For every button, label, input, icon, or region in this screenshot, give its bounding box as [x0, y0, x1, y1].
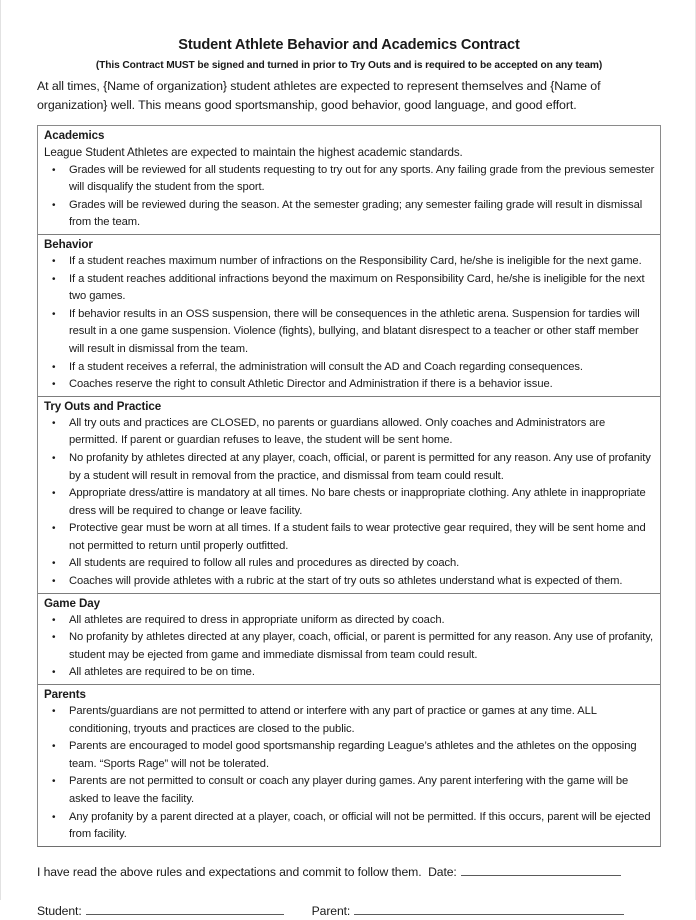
bullet-item: • Appropriate dress/attire is mandatory at all times. No bare chests or inappropriate clothing. Any athlete in inappropriate dress will be required to change or leave facility.: [43, 485, 655, 520]
commitment-row: [37, 863, 661, 881]
rules-section: [38, 685, 660, 846]
bullet-item: • All athletes are required to be on time.: [43, 664, 655, 682]
page-title: Student Athlete Behavior and Academics Contract: [178, 37, 520, 53]
section-bullet-list: [43, 415, 655, 591]
section-title: Parents: [44, 688, 86, 702]
section-title: Game Day: [44, 596, 100, 610]
bullet-item: • All students are required to follow all rules and procedures as directed by coach.: [43, 555, 655, 573]
bullet-item: • If a student reaches additional infractions beyond the maximum on Responsibility Card, he/she is ineligible for the next two games.: [43, 271, 655, 306]
section-bullet-list: [43, 703, 655, 844]
bullet-item: • All try outs and practices are CLOSED, no parents or guardians allowed. Only coaches and Administrators are permitted. If parent or guardian refuses to leave, the student will be sent home.: [43, 415, 655, 450]
signature-footer: [37, 863, 661, 920]
bullet-item: • Grades will be reviewed during the season. At the semester grading; any semester failing grade will result in dismissal from the team.: [43, 197, 655, 232]
bullet-item: • Coaches reserve the right to consult Athletic Director and Administration if there is a behavior issue.: [43, 376, 655, 394]
section-title: Behavior: [44, 237, 93, 251]
section-bullet-list: [43, 162, 655, 232]
date-label: Date:: [428, 864, 457, 879]
document-intro-paragraph: At all times, {Name of organization} student athletes are expected to represent themselves and {Name of organization} well. This means good sportsmanship, good behavior, good language, and good effort.: [37, 79, 601, 112]
parent-signature-line[interactable]: [354, 903, 624, 915]
commitment-text: I have read the above rules and expectations and commit to follow them.: [37, 864, 422, 879]
section-title: Try Outs and Practice: [44, 399, 162, 413]
bullet-item: • Any profanity by a parent directed at a player, coach, or official will not be permitted. If this occurs, parent will be ejected from facility.: [43, 809, 655, 844]
bullet-item: • No profanity by athletes directed at any player, coach, official, or parent is permitted for any reason. Any use of profanity by a student will result in removal from the practice, and dismissal from team could result.: [43, 450, 655, 485]
bullet-item: • Parents are not permitted to consult or coach any player during games. Any parent interfering with the game will be asked to leave the facility.: [43, 773, 655, 808]
bullet-item: • All athletes are required to dress in appropriate uniform as directed by coach.: [43, 612, 655, 630]
document-content: [37, 36, 661, 920]
bullet-item: • Parents/guardians are not permitted to attend or interfere with any part of practice or games at any time. ALL conditioning, tryouts and practices are closed to the public.: [43, 703, 655, 738]
section-lead-text: League Student Athletes are expected to maintain the highest academic standards.: [44, 146, 463, 159]
rules-section: [38, 397, 660, 594]
rules-section: [38, 126, 660, 235]
rules-section: [38, 235, 660, 397]
parent-label: Parent:: [311, 903, 351, 918]
bullet-item: • No profanity by athletes directed at any player, coach, official, or parent is permitted for any reason. Any use of profanity, student may be ejected from game and immediate dismissal from team could result.: [43, 629, 655, 664]
date-input-line[interactable]: [461, 864, 621, 876]
document-subtitle: (This Contract MUST be signed and turned in prior to Try Outs and is required to be accepted on any team): [95, 60, 603, 71]
bullet-item: • If a student reaches maximum number of infractions on the Responsibility Card, he/she is ineligible for the next game.: [43, 253, 655, 271]
bullet-item: • Protective gear must be worn at all times. If a student fails to wear protective gear required, they will be sent home and not permitted to return until properly outfitted.: [43, 520, 655, 555]
bullet-item: • Parents are encouraged to model good sportsmanship regarding League’s athletes and the athletes on the opposing team. “Sports Rage” will not be tolerated.: [43, 738, 655, 773]
bullet-item: • If a student receives a referral, the administration will consult the AD and Coach regarding consequences.: [43, 359, 655, 377]
rules-section: [38, 594, 660, 685]
section-bullet-list: [43, 612, 655, 682]
bullet-item: • Coaches will provide athletes with a rubric at the start of try outs so athletes understand what is expected of them.: [43, 573, 655, 591]
student-label: Student:: [37, 903, 82, 918]
section-bullet-list: [43, 253, 655, 394]
student-signature-line[interactable]: [86, 903, 284, 915]
rules-table: [37, 125, 661, 847]
bullet-item: • Grades will be reviewed for all students requesting to try out for any sports. Any failing grade from the previous semester will disqualify the student from the sport.: [43, 162, 655, 197]
section-title: Academics: [44, 129, 105, 142]
bullet-item: • If behavior results in an OSS suspension, there will be consequences in the athletic arena. Suspension for tardies will result in a one game suspension. Violence (fights), bullying, and blatant disrespect to a teacher or other staff member will result in dismissal from the team.: [43, 306, 655, 359]
signature-row: [37, 902, 661, 920]
